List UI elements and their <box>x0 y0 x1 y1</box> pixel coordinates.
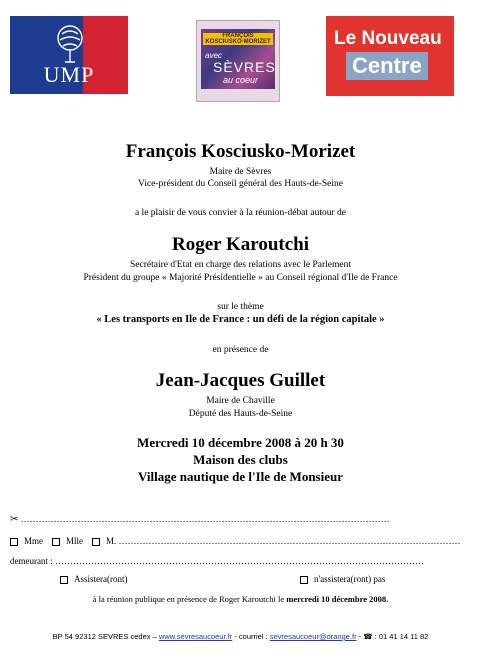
footer-address: BP 54 92312 SEVRES cedex – <box>52 632 159 641</box>
nouveau-centre-line1: Le Nouveau <box>334 28 442 49</box>
scissors-icon: ✂ <box>10 514 19 525</box>
civility-row <box>10 536 469 546</box>
website-link[interactable]: www.sevresaucoeur.fr <box>158 632 233 641</box>
ump-logo-text: UMP <box>43 62 95 87</box>
closing-date: mercredi 10 décembre 2008. <box>286 594 389 604</box>
cut-line-dots: …………………………………………………………………………………………………………… <box>20 514 390 524</box>
footer-phone: - ☎ : 01 41 14 11 82 <box>356 632 429 641</box>
cut-line <box>10 514 469 525</box>
nouveau-centre-line2: Centre <box>346 52 428 80</box>
second-guest-title-1: Maire de Chaville <box>206 396 275 406</box>
assistera-checkbox[interactable] <box>60 576 68 584</box>
closing-text <box>0 594 481 604</box>
address-dots[interactable]: …………………………………………………………………………………………………………… <box>54 556 424 566</box>
event-date: Mercredi 10 décembre 2008 à 20 h 30 <box>137 435 344 450</box>
guest-name: Roger Karoutchi <box>171 234 310 255</box>
sevres-au-coeur-logo <box>196 20 280 102</box>
tree-icon <box>50 22 90 64</box>
host-title-1: Maire de Sèvres <box>209 167 272 177</box>
mme-label: Mme <box>24 536 43 546</box>
email-link[interactable]: sevresaucoeur@orange.fr <box>269 632 357 641</box>
nouveau-centre-logo <box>326 16 454 96</box>
nassistera-label: n'assistera(ront) pas <box>314 574 386 584</box>
event-place: Village nautique de l'Ile de Monsieur <box>138 469 343 484</box>
sevres-logo-sevres: SÈVRES <box>213 59 276 75</box>
invite-text: a le plaisir de vous convier à la réunion-débat autour de <box>134 208 347 218</box>
theme-intro: sur le thème <box>217 302 264 312</box>
sevres-logo-coeur: au coeur <box>223 75 259 85</box>
closing-prefix: à la réunion publique en présence de Roger Karoutchi le <box>92 594 287 604</box>
presence-intro: en présence de <box>212 345 269 355</box>
m-label: M. <box>106 536 117 546</box>
address-row <box>10 556 469 566</box>
host-title-2: Vice-président du Conseil général des Hauts-de-Seine <box>138 179 343 189</box>
event-venue: Maison des clubs <box>193 452 288 467</box>
host-name: François Kosciusko-Morizet <box>125 141 356 162</box>
courriel-label: - courriel : <box>232 632 270 641</box>
nassistera-checkbox[interactable] <box>300 576 308 584</box>
mlle-checkbox[interactable] <box>52 538 60 546</box>
footer <box>0 632 481 641</box>
mlle-label: Mlle <box>66 536 83 546</box>
demeurant-label: demeurant : <box>10 556 53 566</box>
guest-title-2: Président du groupe « Majorité Présidentielle » au Conseil régional d'Ile de France <box>83 273 398 283</box>
m-checkbox[interactable] <box>92 538 100 546</box>
ump-logo <box>10 16 128 94</box>
sevres-logo-avec: avec <box>205 51 222 60</box>
name-dots[interactable]: …………………………………………………………………………………………………… <box>118 536 461 546</box>
second-guest-title-2: Député des Hauts-de-Seine <box>188 409 293 419</box>
assistera-label: Assistera(ront) <box>74 574 128 584</box>
mme-checkbox[interactable] <box>10 538 18 546</box>
sevres-logo-name: FRANÇOIS KOSCIUSKO-MORIZET <box>203 33 273 45</box>
theme: « Les transports en Ile de France : un défi de la région capitale » <box>96 314 385 325</box>
second-guest-name: Jean-Jacques Guillet <box>155 370 326 391</box>
attendance-row <box>60 574 469 584</box>
guest-title-1: Secrétaire d'Etat en charge des relations avec le Parlement <box>130 260 351 270</box>
